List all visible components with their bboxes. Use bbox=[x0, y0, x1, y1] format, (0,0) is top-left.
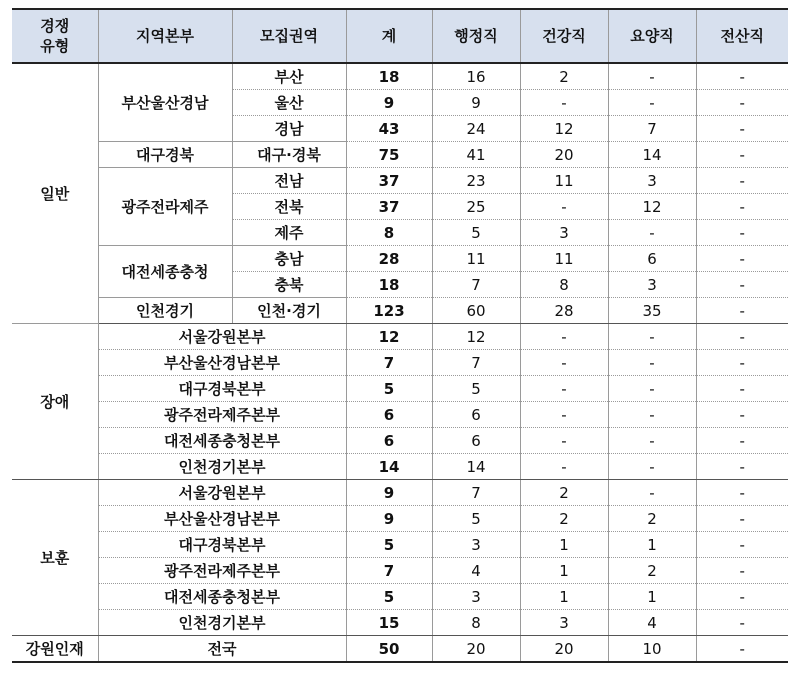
hq-cell: 부산울산경남본부 bbox=[98, 506, 346, 532]
it-cell: - bbox=[696, 220, 788, 246]
region-incheon-gyeonggi: 인천경기 bbox=[98, 298, 232, 324]
area-cell: 대구·경북 bbox=[232, 142, 346, 168]
table-row bbox=[12, 142, 788, 168]
table-row bbox=[12, 610, 788, 636]
care-cell: - bbox=[608, 220, 696, 246]
care-cell: 4 bbox=[608, 610, 696, 636]
total-cell: 14 bbox=[346, 454, 432, 480]
care-cell: - bbox=[608, 63, 696, 90]
admin-cell: 24 bbox=[432, 116, 520, 142]
header-care: 요양직 bbox=[608, 9, 696, 63]
it-cell: - bbox=[696, 168, 788, 194]
admin-cell: 7 bbox=[432, 272, 520, 298]
admin-cell: 3 bbox=[432, 584, 520, 610]
health-cell: - bbox=[520, 428, 608, 454]
it-cell: - bbox=[696, 63, 788, 90]
health-cell: 20 bbox=[520, 636, 608, 663]
health-cell: 20 bbox=[520, 142, 608, 168]
table-row bbox=[12, 376, 788, 402]
group-disabled: 장애 bbox=[12, 324, 98, 480]
total-cell: 5 bbox=[346, 532, 432, 558]
care-cell: - bbox=[608, 480, 696, 506]
hq-cell: 대전세종충청본부 bbox=[98, 584, 346, 610]
area-cell: 충북 bbox=[232, 272, 346, 298]
header-competition-type-line1: 경쟁 bbox=[40, 17, 70, 35]
it-cell: - bbox=[696, 246, 788, 272]
admin-cell: 20 bbox=[432, 636, 520, 663]
area-cell: 울산 bbox=[232, 90, 346, 116]
admin-cell: 16 bbox=[432, 63, 520, 90]
care-cell: - bbox=[608, 376, 696, 402]
care-cell: - bbox=[608, 428, 696, 454]
hq-cell: 인천경기본부 bbox=[98, 610, 346, 636]
table-row bbox=[12, 636, 788, 663]
recruitment-table bbox=[12, 8, 788, 663]
area-cell: 제주 bbox=[232, 220, 346, 246]
it-cell: - bbox=[696, 402, 788, 428]
header-competition-type-line2: 유형 bbox=[40, 37, 70, 55]
care-cell: 1 bbox=[608, 584, 696, 610]
health-cell: - bbox=[520, 324, 608, 350]
total-cell: 9 bbox=[346, 506, 432, 532]
table-header-row bbox=[12, 9, 788, 63]
total-cell: 6 bbox=[346, 428, 432, 454]
care-cell: - bbox=[608, 350, 696, 376]
admin-cell: 14 bbox=[432, 454, 520, 480]
hq-cell: 전국 bbox=[98, 636, 346, 663]
hq-cell: 광주전라제주본부 bbox=[98, 402, 346, 428]
health-cell: - bbox=[520, 376, 608, 402]
it-cell: - bbox=[696, 142, 788, 168]
care-cell: - bbox=[608, 90, 696, 116]
admin-cell: 23 bbox=[432, 168, 520, 194]
admin-cell: 6 bbox=[432, 428, 520, 454]
table-row bbox=[12, 324, 788, 350]
header-regional-hq: 지역본부 bbox=[98, 9, 232, 63]
care-cell: - bbox=[608, 324, 696, 350]
it-cell: - bbox=[696, 116, 788, 142]
admin-cell: 4 bbox=[432, 558, 520, 584]
health-cell: 11 bbox=[520, 168, 608, 194]
table-row bbox=[12, 480, 788, 506]
table-row bbox=[12, 63, 788, 90]
admin-cell: 8 bbox=[432, 610, 520, 636]
care-cell: 3 bbox=[608, 272, 696, 298]
care-cell: 12 bbox=[608, 194, 696, 220]
health-cell: 2 bbox=[520, 506, 608, 532]
total-cell: 7 bbox=[346, 558, 432, 584]
admin-cell: 5 bbox=[432, 376, 520, 402]
total-cell: 8 bbox=[346, 220, 432, 246]
it-cell: - bbox=[696, 584, 788, 610]
health-cell: 12 bbox=[520, 116, 608, 142]
it-cell: - bbox=[696, 376, 788, 402]
health-cell: - bbox=[520, 350, 608, 376]
region-daejeon-sejong-chungcheong: 대전세종충청 bbox=[98, 246, 232, 298]
total-cell: 75 bbox=[346, 142, 432, 168]
care-cell: 14 bbox=[608, 142, 696, 168]
health-cell: 2 bbox=[520, 63, 608, 90]
total-cell: 18 bbox=[346, 63, 432, 90]
it-cell: - bbox=[696, 90, 788, 116]
admin-cell: 25 bbox=[432, 194, 520, 220]
total-cell: 15 bbox=[346, 610, 432, 636]
table-row bbox=[12, 168, 788, 194]
total-cell: 9 bbox=[346, 90, 432, 116]
health-cell: - bbox=[520, 402, 608, 428]
admin-cell: 7 bbox=[432, 480, 520, 506]
total-cell: 7 bbox=[346, 350, 432, 376]
hq-cell: 광주전라제주본부 bbox=[98, 558, 346, 584]
it-cell: - bbox=[696, 610, 788, 636]
table-row bbox=[12, 558, 788, 584]
it-cell: - bbox=[696, 532, 788, 558]
region-busan-ulsan-gyeongnam: 부산울산경남 bbox=[98, 63, 232, 142]
health-cell: - bbox=[520, 194, 608, 220]
area-cell: 전남 bbox=[232, 168, 346, 194]
total-cell: 5 bbox=[346, 376, 432, 402]
care-cell: - bbox=[608, 454, 696, 480]
care-cell: 2 bbox=[608, 506, 696, 532]
area-cell: 전북 bbox=[232, 194, 346, 220]
care-cell: 7 bbox=[608, 116, 696, 142]
care-cell: 35 bbox=[608, 298, 696, 324]
hq-cell: 부산울산경남본부 bbox=[98, 350, 346, 376]
total-cell: 37 bbox=[346, 194, 432, 220]
admin-cell: 6 bbox=[432, 402, 520, 428]
area-cell: 경남 bbox=[232, 116, 346, 142]
health-cell: 8 bbox=[520, 272, 608, 298]
health-cell: 1 bbox=[520, 584, 608, 610]
hq-cell: 서울강원본부 bbox=[98, 480, 346, 506]
health-cell: 11 bbox=[520, 246, 608, 272]
header-it: 전산직 bbox=[696, 9, 788, 63]
it-cell: - bbox=[696, 636, 788, 663]
table-row bbox=[12, 428, 788, 454]
total-cell: 123 bbox=[346, 298, 432, 324]
table-row bbox=[12, 298, 788, 324]
header-total: 계 bbox=[346, 9, 432, 63]
it-cell: - bbox=[696, 350, 788, 376]
health-cell: 1 bbox=[520, 532, 608, 558]
admin-cell: 3 bbox=[432, 532, 520, 558]
health-cell: - bbox=[520, 90, 608, 116]
admin-cell: 7 bbox=[432, 350, 520, 376]
care-cell: 2 bbox=[608, 558, 696, 584]
health-cell: 3 bbox=[520, 220, 608, 246]
it-cell: - bbox=[696, 506, 788, 532]
it-cell: - bbox=[696, 194, 788, 220]
table-row bbox=[12, 532, 788, 558]
admin-cell: 5 bbox=[432, 506, 520, 532]
total-cell: 6 bbox=[346, 402, 432, 428]
total-cell: 37 bbox=[346, 168, 432, 194]
table-row bbox=[12, 402, 788, 428]
area-cell: 인천·경기 bbox=[232, 298, 346, 324]
table-row bbox=[12, 246, 788, 272]
admin-cell: 60 bbox=[432, 298, 520, 324]
header-admin: 행정직 bbox=[432, 9, 520, 63]
table-row bbox=[12, 454, 788, 480]
it-cell: - bbox=[696, 298, 788, 324]
it-cell: - bbox=[696, 272, 788, 298]
table-row bbox=[12, 584, 788, 610]
hq-cell: 대전세종충청본부 bbox=[98, 428, 346, 454]
it-cell: - bbox=[696, 480, 788, 506]
total-cell: 50 bbox=[346, 636, 432, 663]
care-cell: - bbox=[608, 402, 696, 428]
header-recruit-area: 모집권역 bbox=[232, 9, 346, 63]
health-cell: 1 bbox=[520, 558, 608, 584]
hq-cell: 대구경북본부 bbox=[98, 532, 346, 558]
health-cell: 3 bbox=[520, 610, 608, 636]
table-row bbox=[12, 506, 788, 532]
total-cell: 12 bbox=[346, 324, 432, 350]
admin-cell: 5 bbox=[432, 220, 520, 246]
hq-cell: 서울강원본부 bbox=[98, 324, 346, 350]
group-general: 일반 bbox=[12, 63, 98, 324]
total-cell: 9 bbox=[346, 480, 432, 506]
area-cell: 부산 bbox=[232, 63, 346, 90]
care-cell: 3 bbox=[608, 168, 696, 194]
group-gangwon: 강원인재 bbox=[12, 636, 98, 663]
admin-cell: 9 bbox=[432, 90, 520, 116]
area-cell: 충남 bbox=[232, 246, 346, 272]
it-cell: - bbox=[696, 454, 788, 480]
health-cell: 2 bbox=[520, 480, 608, 506]
care-cell: 1 bbox=[608, 532, 696, 558]
total-cell: 5 bbox=[346, 584, 432, 610]
region-daegu-gyeongbuk: 대구경북 bbox=[98, 142, 232, 168]
it-cell: - bbox=[696, 558, 788, 584]
it-cell: - bbox=[696, 324, 788, 350]
health-cell: 28 bbox=[520, 298, 608, 324]
group-veteran: 보훈 bbox=[12, 480, 98, 636]
region-gwangju-jeolla-jeju: 광주전라제주 bbox=[98, 168, 232, 246]
header-health: 건강직 bbox=[520, 9, 608, 63]
care-cell: 10 bbox=[608, 636, 696, 663]
header-competition-type bbox=[12, 9, 98, 63]
hq-cell: 인천경기본부 bbox=[98, 454, 346, 480]
it-cell: - bbox=[696, 428, 788, 454]
table-row bbox=[12, 350, 788, 376]
total-cell: 43 bbox=[346, 116, 432, 142]
hq-cell: 대구경북본부 bbox=[98, 376, 346, 402]
admin-cell: 12 bbox=[432, 324, 520, 350]
recruitment-table-container bbox=[12, 8, 788, 663]
admin-cell: 11 bbox=[432, 246, 520, 272]
health-cell: - bbox=[520, 454, 608, 480]
total-cell: 18 bbox=[346, 272, 432, 298]
total-cell: 28 bbox=[346, 246, 432, 272]
care-cell: 6 bbox=[608, 246, 696, 272]
admin-cell: 41 bbox=[432, 142, 520, 168]
